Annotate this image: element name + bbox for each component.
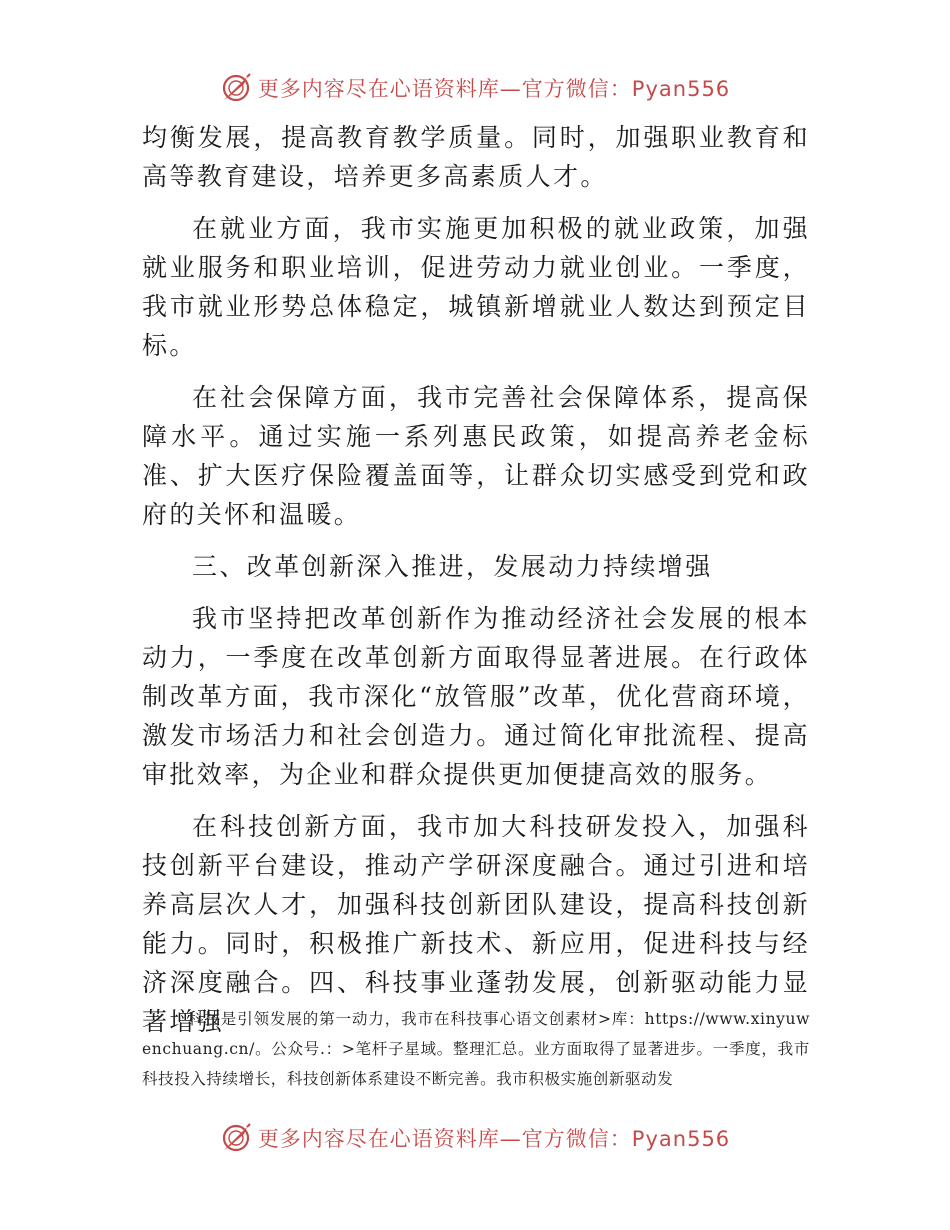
- paragraph-reform: 我市坚持把改革创新作为推动经济社会发展的根本动力，一季度在改革创新方面取得显著进展。在行政体制改革方面，我市深化“放管服”改革，优化营商环境，激发市场活力和社会创造力。通过简化审批流程、提高审批效率，为企业和群众提供更加便捷高效的服务。: [142, 604, 810, 789]
- header-watermark-banner: [0, 68, 950, 108]
- small-print-paragraph: 科技是引领发展的第一动力，我市在科技事心语文创素材>库：https://www.xinyuwenchuang.cn/。公众号.：>笔杆子星域。整理汇总。业方面取得了显著进步。一季度，我市科技投入持续增长，科技创新体系建设不断完善。我市积极实施创新驱动发: [142, 1009, 810, 1088]
- paragraph-technology: 在科技创新方面，我市加大科技研发投入，加强科技创新平台建设，推动产学研深度融合。通过引进和培养高层次人才，加强科技创新团队建设，提高科技创新能力。同时，积极推广新技术、新应用，促进科技与经济深度融合。四、科技事业蓬勃发展，创新驱动能力显著增强: [142, 812, 810, 1036]
- document-body: [142, 118, 810, 1054]
- paragraph-continued: 均衡发展，提高教育教学质量。同时，加强职业教育和高等教育建设，培养更多高素质人才。: [142, 123, 810, 191]
- section-heading: 三、改革创新深入推进，发展动力持续增强: [192, 552, 713, 581]
- footer-watermark-banner: [0, 1118, 950, 1158]
- paragraph-employment: 在就业方面，我市实施更加积极的就业政策，加强就业服务和职业培训，促进劳动力就业创业。一季度，我市就业形势总体稳定，城镇新增就业人数达到预定目标。: [142, 214, 810, 360]
- watermark-text: 更多内容尽在心语资料库—官方微信：Pyan556: [257, 77, 731, 101]
- quill-logo-icon: [220, 72, 252, 104]
- quill-logo-icon: [220, 1122, 252, 1154]
- watermark-text: 更多内容尽在心语资料库—官方微信：Pyan556: [257, 1127, 731, 1151]
- paragraph-social-security: 在社会保障方面，我市完善社会保障体系，提高保障水平。通过实施一系列惠民政策，如提高养老金标准、扩大医疗保险覆盖面等，让群众切实感受到党和政府的关怀和温暖。: [142, 383, 810, 529]
